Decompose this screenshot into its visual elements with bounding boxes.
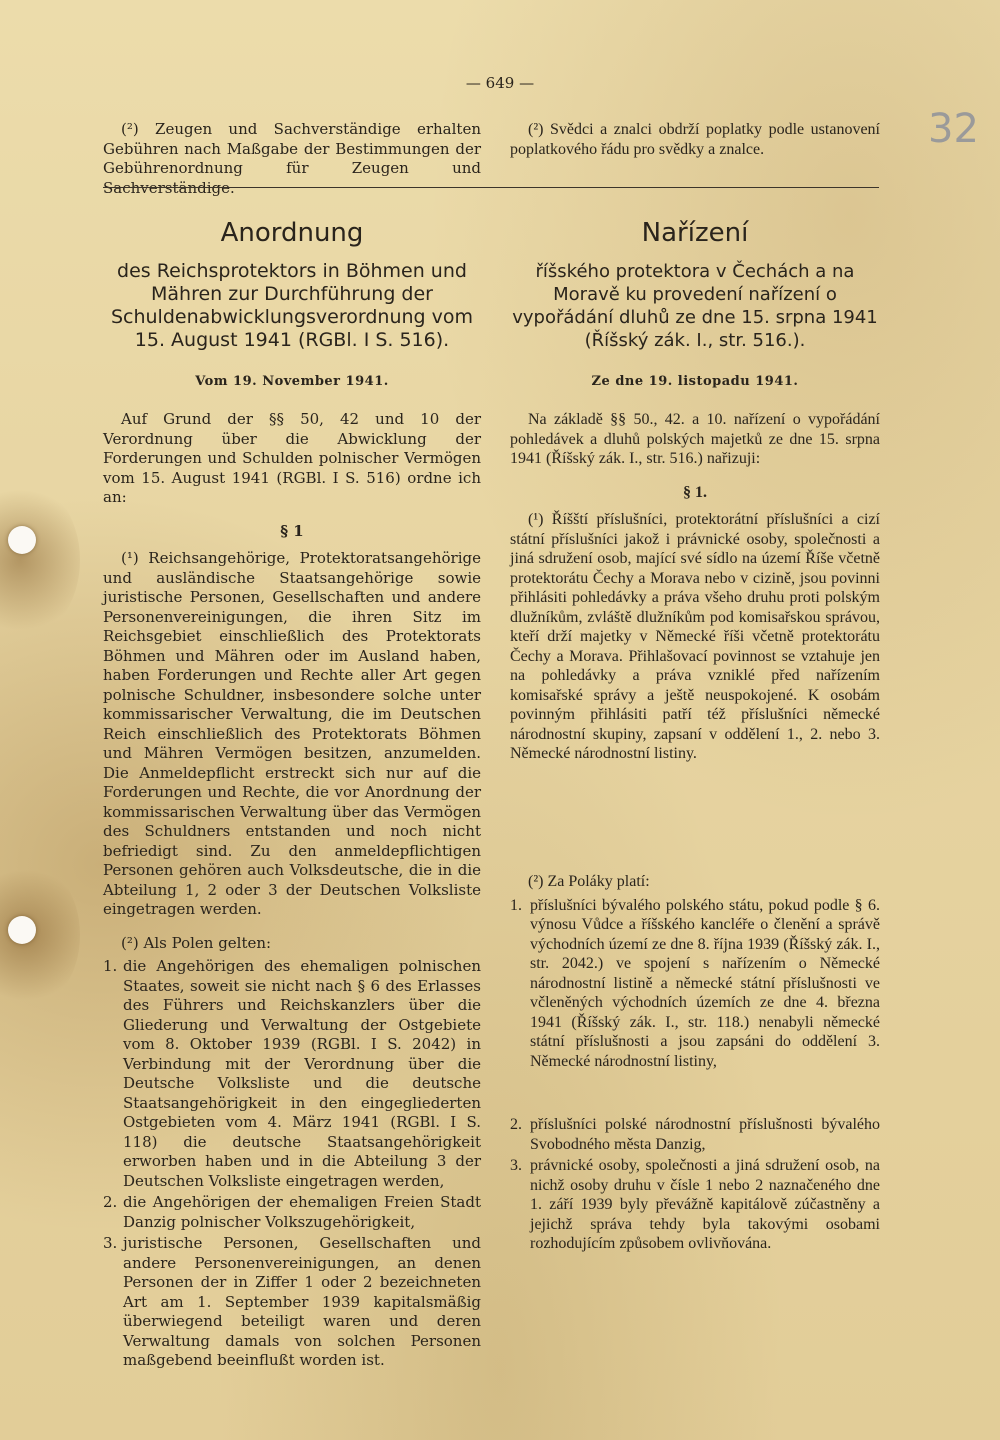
list-item: 1. die Angehörigen des ehemaligen polnischen Staates, soweit sie nicht nach § 6 des Erlasses des Führers und Reichskanzlers über die Gliederung und Verwaltung der Ostgebiete vom 8. Oktober 1939 (RGBl. I S. 2042) in Verbindung mit der Verordnung über die Deutsche Volksliste und die deutsche Staatsangehörigkeit in den eingegliederten Ostgebieten vom 4. März 1941 (RGBl. I S. 118) die deutsche Staatsangehörigkeit erworben haben und in die Abteilung 3 der Deutschen Volksliste eingetragen werden, [103,957,481,1190]
page-number: — 649 — [465,74,535,92]
right-paragraph-2-intro: (²) Za Poláky platí: [528,873,650,890]
left-body [103,410,481,1371]
right-date: Ze dne 19. listopadu 1941. [591,374,799,389]
left-date: Vom 19. November 1941. [195,374,389,389]
right-intro-paragraph: (²) Svědci a znalci obdrží poplatky podle ustanovení poplatkového řádu pro svědky a znalce. [510,121,880,158]
right-body [510,410,880,764]
paper-stain [0,480,80,640]
left-intro-paragraph: (²) Zeugen und Sachverständige erhalten Gebühren nach Maßgabe der Bestimmungen der Gebührenordnung für Zeugen und Sachverständige. [103,120,481,197]
list-item: 2. die Angehörigen der ehemaligen Freien Stadt Danzig polnischer Volkszugehörigkeit, [103,1193,481,1231]
right-subtitle: říšského protektora v Čechách a na Moravě ku provedení nařízení o vypořádání dluhů ze dne 15. srpna 1941 (Říšský zák. I., str. 516.). [512,261,878,351]
left-paragraph-1: (¹) Reichsangehörige, Protektoratsangehörige und ausländische Staatsangehörige sowie juristische Personen, Gesellschaften und andere Personenvereinigungen, die ihren Sitz im Reichsgebiet einschließlich des Protektorats Böhmen und Mähren oder im Ausland haben, haben Forderungen und Rechte aller Art gegen polnische Schuldner, insbesondere solche unter kommissarischer Verwaltung, die im Deutschen Reich einschließlich des Protektorats Böhmen und Mähren Vermögen besitzen, anzumelden. Die Anmeldepflicht erstreckt sich nur auf die Forderungen und Rechte, die vor Anordnung der kommissarischen Verwaltung über das Vermögen des Schuldners entstanden und noch nicht befriedigt sind. Zu den anmeldepflichtigen Personen gehören auch Volksdeutsche, die in die Abteilung 1, 2 oder 3 der Deutschen Volksliste eingetragen werden. [103,549,481,918]
punch-hole [8,916,36,944]
left-definition-list [103,957,481,1371]
right-intro [510,120,880,159]
list-item: 1. příslušníci bývalého polského státu, pokud podle § 6. výnosu Vůdce a říšského kancléře o členění a správě východních území ze dne 8. října 1939 (Říšský zák. I., str. 2042.) ve spojení s nařízením o Německé národnostní listině a německé státní příslušnosti ve včleněných východních územích ze dne 4. března 1941 (Říšský zák. I., str. 118.) nenabyli německé státní příslušnosti a jsou zapsáni do oddělení 3. Německé národnostní listiny, [510,896,880,1070]
left-subtitle: des Reichsprotektors in Böhmen und Mähren zur Durchführung der Schuldenabwicklungsverordnung vom 15. August 1941 (RGBl. I S. 516). [110,260,474,351]
punch-hole [8,526,36,554]
list-item: 2. příslušníci polské národnostní příslušnosti bývalého Svobodného města Danzig, [510,1116,880,1153]
left-title: Anordnung [220,218,364,248]
left-preamble: Auf Grund der §§ 50, 42 und 10 der Verordnung über die Abwicklung der Forderungen und Schulden polnischer Vermögen vom 15. August 1941 (RGBl. I S. 516) ordne ich an: [103,410,481,506]
list-item: 3. právnické osoby, společnosti a jiná sdružení osob, na nichž osoby druhu v čísle 1 nebo 2 naznačeného dne 1. září 1939 byly převážně kapitálově zúčastněny a jejichž správa tehdy byla takovými osobami rozhodujícím způsobem ovlivňována. [510,1157,880,1252]
list-item: 3. juristische Personen, Gesellschaften und andere Personenvereinigungen, an denen Personen der in Ziffer 1 oder 2 bezeichneten Art am 1. September 1939 kapitalsmäßig überwiegend beteiligt waren und deren Verwaltung damals von solchen Personen maßgebend beeinflußt worden ist. [103,1234,481,1369]
right-section-heading: § 1. [683,483,707,501]
right-definition-list [510,896,880,1254]
right-body-lower [510,872,880,1254]
margin-handwritten-number: 32 [928,106,979,152]
right-paragraph-1: (¹) Říšští příslušníci, protektorátní příslušníci a cizí státní příslušníci jakož i právnické osoby, společnosti a jiná sdružení osob, mající své sídlo na území Říše včetně protektorátu Čechy a Morava nebo v cizině, jsou povinni přihlásiti pohledávky a práva všeho druhu proti polským dlužníkům, zvláště dlužníkům pod komisařskou správou, kteří drží majetky v Německé říši včetně protektorátu Čechy a Morava. Přihlašovací povinnost se vztahuje jen na pohledávky a práva vzniklé před nařízením komisařské správy a ještě neuspokojené. K osobám povinným přihlásiti patří též příslušníci německé národnostní skupiny, zapsaní v oddělení 1., 2. nebo 3. Německé národnostní listiny. [510,511,880,762]
right-title: Nařízení [641,218,749,248]
left-section-heading: § 1 [280,521,304,540]
separator-rule [103,187,879,188]
right-preamble: Na základě §§ 50., 42. a 10. nařízení o vypořádání pohledávek a dluhů polských majetků ze dne 15. srpna 1941 (Říšský zák. I., str. 516.) nařizuji: [510,411,880,467]
left-paragraph-2-intro: (²) Als Polen gelten: [121,933,272,952]
